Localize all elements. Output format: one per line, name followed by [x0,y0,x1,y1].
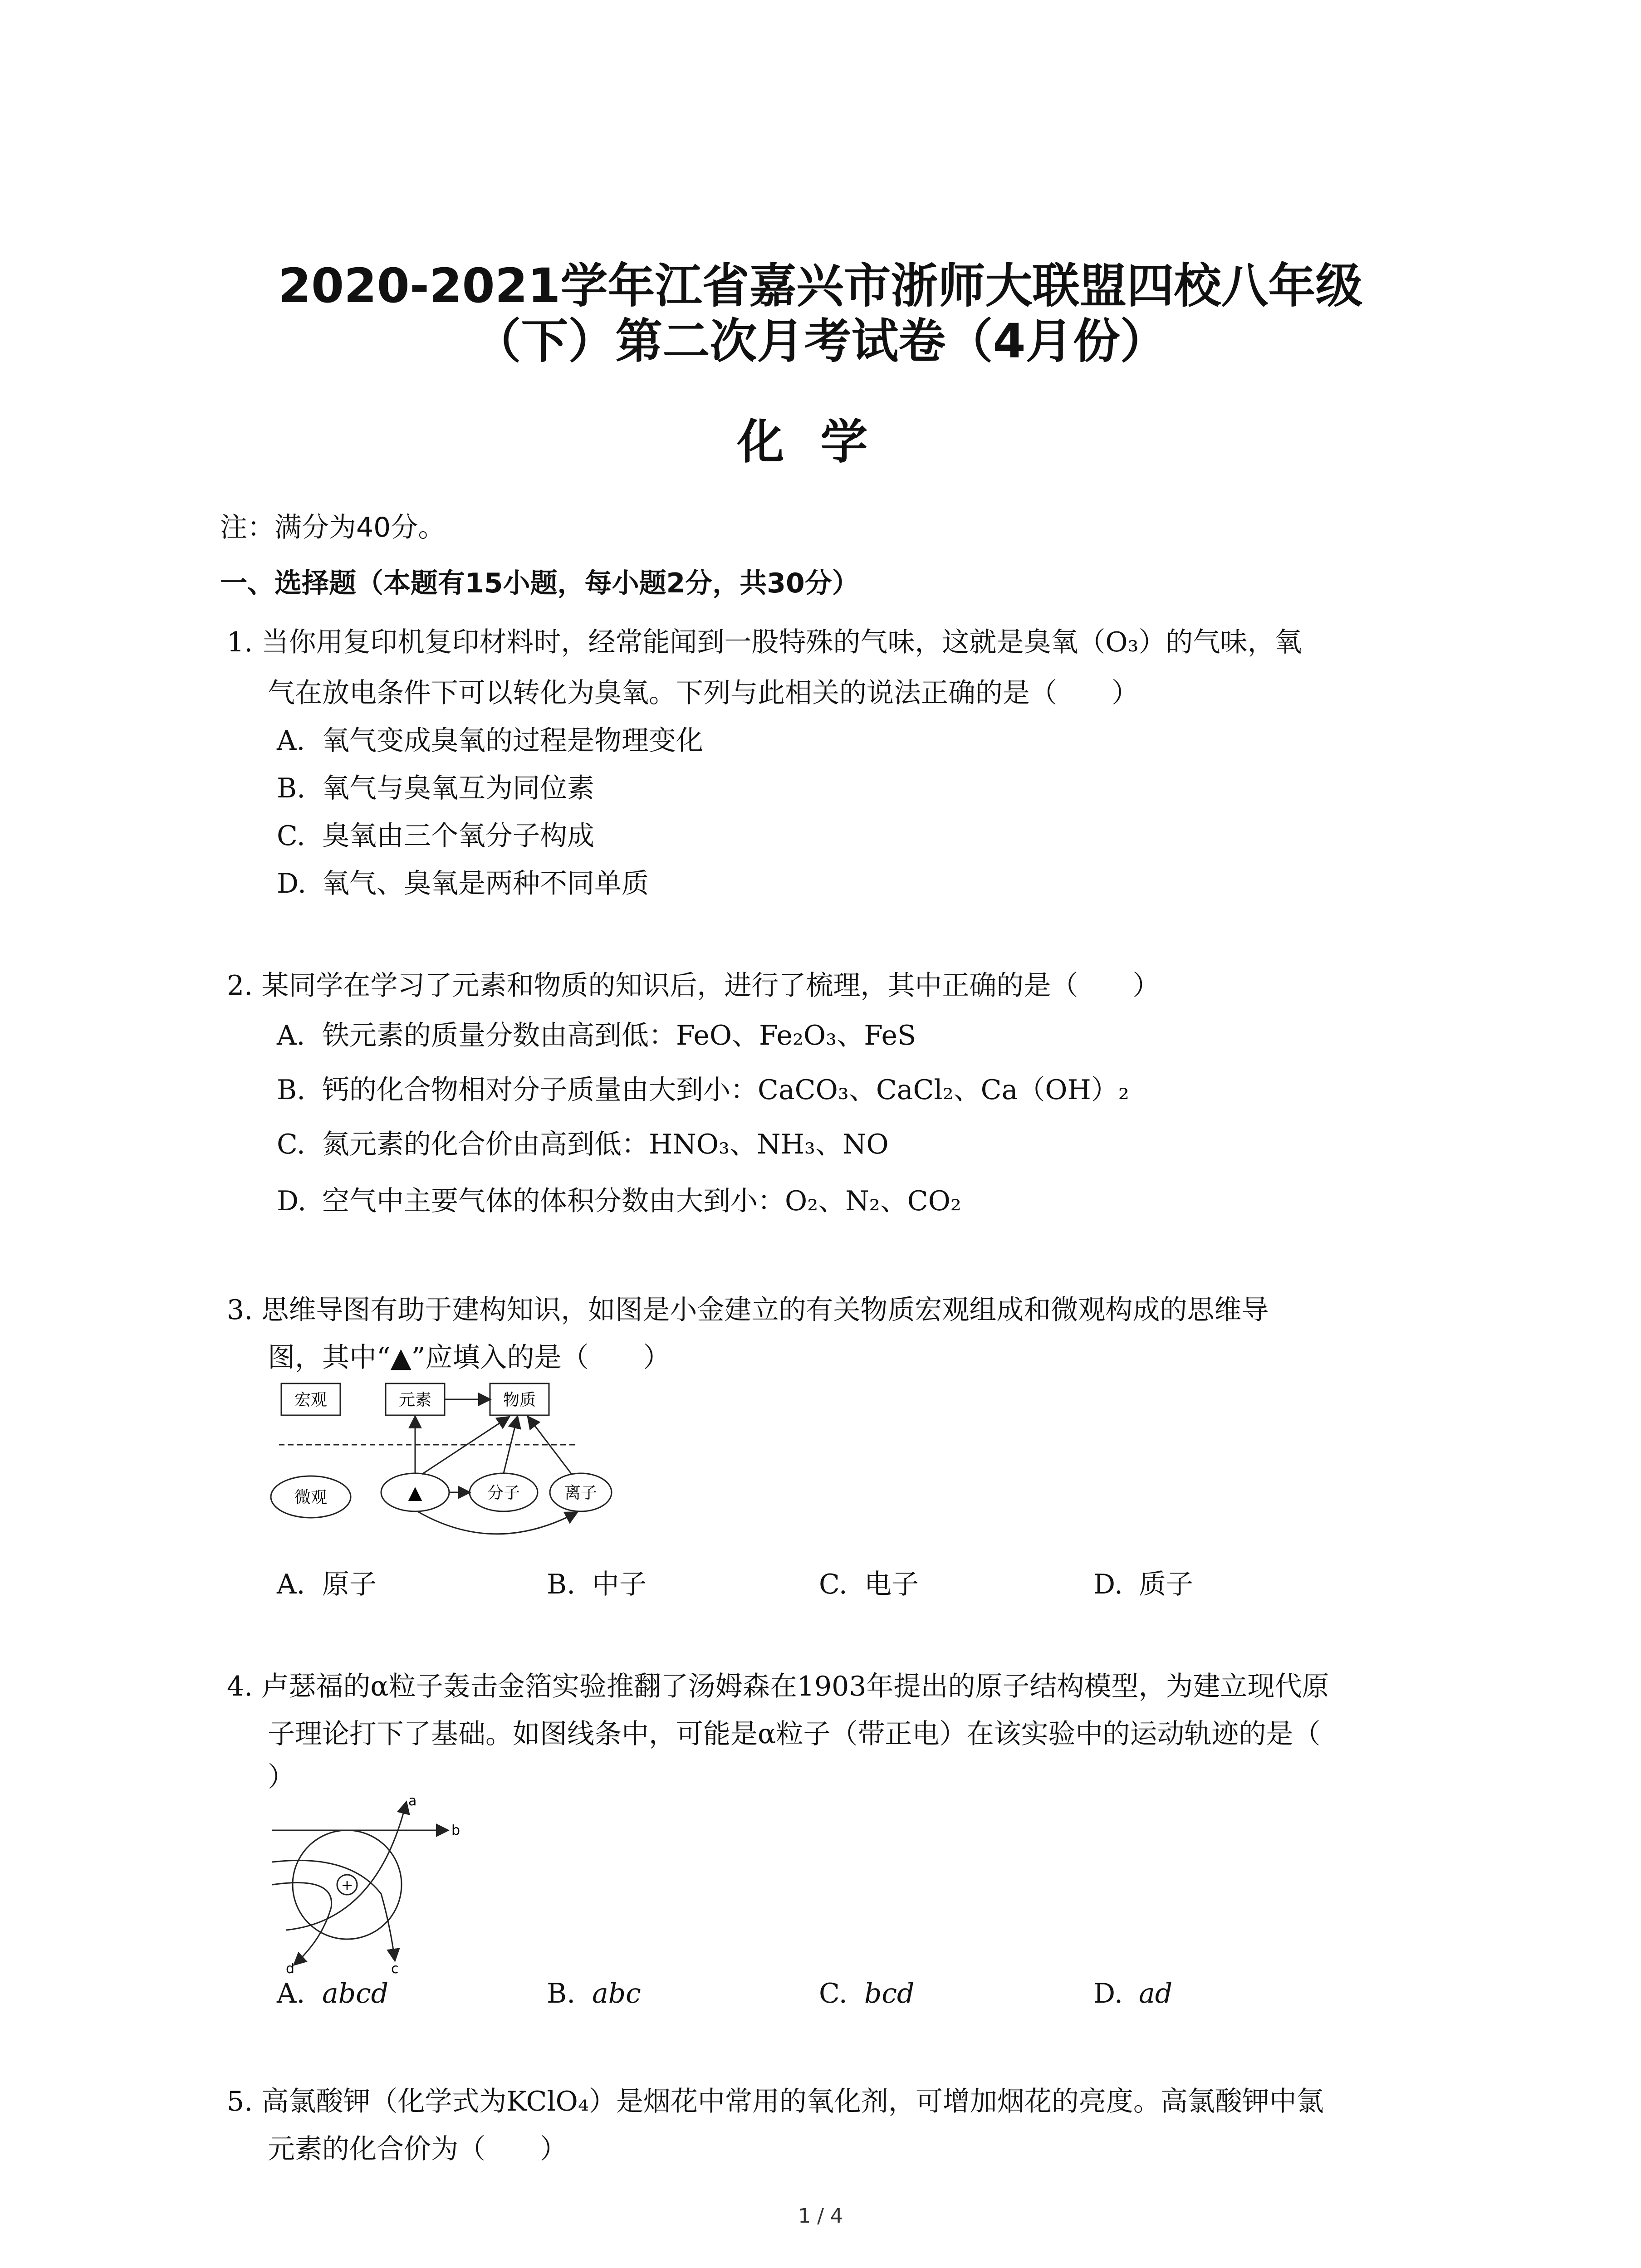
option-d[interactable]: D. 质子 [1093,1569,1193,1600]
question-text: 1. 当你用复印机复印材料时，经常能闻到一股特殊的气味，这就是臭氧（O₃）的气味，氧 [227,626,1302,658]
option-b[interactable]: B. 钙的化合物相对分子质量由大到小：CaCO₃、CaCl₂、Ca（OH）₂ [277,1074,1129,1106]
track-label-c: c [391,1961,399,1975]
track-label-a: a [408,1794,417,1809]
track-label-d: d [286,1961,295,1975]
option-a[interactable]: A. 氧气变成臭氧的过程是物理变化 [277,725,703,757]
subject-heading: 化学 [737,414,904,469]
page-number: 1 / 4 [798,2204,843,2228]
diagram-label-matter: 物质 [503,1391,536,1409]
option-a[interactable]: A. abcd [277,1978,389,2009]
question-text: 图，其中“▲”应填入的是（ ） [268,1342,671,1374]
question-text: 元素的化合价为（ ） [268,2133,567,2165]
option-a[interactable]: A. 铁元素的质量分数由高到低：FeO、Fe₂O₃、FeS [277,1020,916,1051]
question-text: 2. 某同学在学习了元素和物质的知识后，进行了梳理，其中正确的是（ ） [227,970,1160,1002]
question-text: 4. 卢瑟福的α粒子轰击金箔实验推翻了汤姆森在1903年提出的原子结构模型，为建立现代原 [227,1671,1329,1702]
question-text: 5. 高氯酸钾（化学式为KClO₄）是烟花中常用的氧化剂，可增加烟花的亮度。高氯酸钾中氯 [227,2086,1324,2117]
option-c[interactable]: C. 电子 [819,1569,919,1600]
option-a[interactable]: A. 原子 [277,1569,377,1600]
score-note: 注：满分为40分。 [220,512,446,543]
option-c[interactable]: C. bcd [819,1978,915,2009]
option-d[interactable]: D. ad [1093,1978,1173,2009]
option-b[interactable]: B. 氧气与臭氧互为同位素 [277,772,594,804]
title-line-1: 2020-2021学年江省嘉兴市浙师大联盟四校八年级 [278,258,1363,313]
nucleus-plus: + [341,1877,353,1894]
diagram-label-element: 元素 [398,1391,432,1409]
question-text: ） [268,1761,295,1793]
option-d[interactable]: D. 氧气、臭氧是两种不同单质 [277,868,649,899]
diagram-label-molecule: 分子 [487,1484,520,1502]
track-label-b: b [451,1823,460,1838]
option-d[interactable]: D. 空气中主要气体的体积分数由大到小：O₂、N₂、CO₂ [277,1185,961,1217]
option-b[interactable]: B. abc [547,1978,641,2009]
title-line-2: （下）第二次月考试卷（4月份） [474,313,1167,369]
option-b[interactable]: B. 中子 [547,1569,647,1600]
diagram-label-ion: 离子 [564,1484,598,1502]
concept-map-diagram [268,1374,612,1556]
question-text: 气在放电条件下可以转化为臭氧。下列与此相关的说法正确的是（ ） [268,677,1139,709]
question-text: 3. 思维导图有助于建构知识，如图是小金建立的有关物质宏观组成和微观构成的思维导 [227,1294,1269,1326]
option-c[interactable]: C. 臭氧由三个氧分子构成 [277,820,594,852]
diagram-label-micro: 微观 [294,1488,328,1507]
section-heading: 一、选择题（本题有15小题，每小题2分，共30分） [220,567,859,599]
option-c[interactable]: C. 氮元素的化合价由高到低：HNO₃、NH₃、NO [277,1129,889,1160]
question-text: 子理论打下了基础。如图线条中，可能是α粒子（带正电）在该实验中的运动轨迹的是（ [268,1718,1321,1750]
alpha-particle-diagram [268,1794,467,1975]
diagram-label-macro: 宏观 [294,1391,328,1409]
diagram-triangle-blank: ▲ [408,1482,422,1503]
